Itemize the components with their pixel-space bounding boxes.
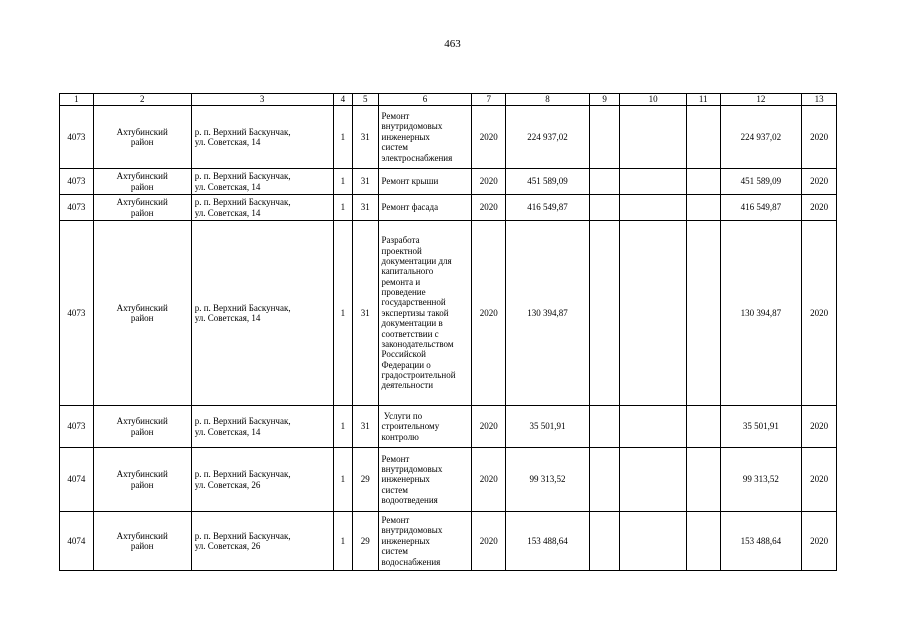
text-line: Ремонт фасада [381, 202, 439, 213]
text-line: инженерных [381, 474, 430, 485]
total-cost-cell: 99 313,52 [506, 448, 590, 512]
completion-year-cell: 2020 [802, 221, 837, 406]
work-type-cell-text [382, 411, 469, 442]
col5-cell: 31 [353, 169, 379, 195]
text-line: контролю [381, 431, 419, 442]
text-line: экспертизы такой [381, 307, 449, 318]
text-line: р. п. Верхний Баскунчак, [194, 469, 291, 480]
text-line: район [130, 541, 154, 551]
col5-cell: 31 [353, 106, 379, 169]
col5-cell: 31 [353, 221, 379, 406]
object-id-cell: 4073 [60, 221, 94, 406]
text-line: Ахтубинский [116, 469, 168, 480]
completion-year-cell: 2020 [802, 448, 837, 512]
text-line: систем [381, 546, 408, 557]
text-line: систем [381, 484, 408, 495]
col11-cell [686, 169, 720, 195]
district-cell [93, 512, 191, 571]
text-line: район [130, 207, 154, 218]
text-line: инженерных [381, 131, 430, 142]
column-number-1: 1 [60, 94, 94, 106]
col4-cell: 1 [333, 169, 352, 195]
column-number-10: 10 [620, 94, 686, 106]
address-cell-text [195, 127, 330, 148]
address-cell-text [195, 197, 330, 218]
text-line: водоотведения [381, 495, 438, 506]
object-id-cell: 4073 [60, 406, 94, 448]
text-line: Ахтубинский [116, 416, 168, 427]
work-type-cell-text [382, 176, 469, 186]
text-line: капитального [381, 266, 434, 277]
address-cell [191, 406, 333, 448]
district-cell-text [117, 197, 168, 218]
text-line: Российской [381, 349, 426, 360]
district-cell-text [117, 127, 168, 148]
text-line: внутридомовых [381, 525, 443, 536]
total-cost-cell: 130 394,87 [506, 221, 590, 406]
object-id-cell: 4073 [60, 169, 94, 195]
text-line: Ахтубинский [116, 530, 168, 541]
capital-repair-table [59, 93, 837, 571]
text-line: систем [381, 142, 408, 153]
year-cell: 2020 [472, 512, 506, 571]
fund-cost-cell: 35 501,91 [720, 406, 802, 448]
object-id-cell: 4073 [60, 195, 94, 221]
col9-cell [589, 221, 620, 406]
table-row [60, 512, 837, 571]
address-cell [191, 221, 333, 406]
completion-year-cell: 2020 [802, 512, 837, 571]
table-row [60, 195, 837, 221]
column-number-7: 7 [472, 94, 506, 106]
col10-cell [620, 169, 686, 195]
work-type-cell-text [382, 202, 469, 212]
col11-cell [686, 221, 720, 406]
col4-cell: 1 [333, 106, 352, 169]
text-line: Ахтубинский [116, 171, 168, 182]
col9-cell [589, 448, 620, 512]
address-cell-text [195, 531, 330, 552]
text-line: Ремонт [381, 453, 410, 464]
text-line: ул. Советская, 14 [194, 426, 261, 437]
text-line: р. п. Верхний Баскунчак, [194, 302, 291, 313]
table-row [60, 169, 837, 195]
completion-year-cell: 2020 [802, 406, 837, 448]
text-line: Услуги по [381, 410, 423, 421]
col4-cell: 1 [333, 221, 352, 406]
fund-cost-cell: 451 589,09 [720, 169, 802, 195]
text-line: Ремонт крыши [381, 176, 439, 187]
text-line: р. п. Верхний Баскунчак, [194, 197, 291, 208]
completion-year-cell: 2020 [802, 106, 837, 169]
table-row [60, 221, 837, 406]
text-line: Ремонт [381, 515, 410, 526]
text-line: внутридомовых [381, 463, 443, 474]
year-cell: 2020 [472, 406, 506, 448]
text-line: инженерных [381, 535, 430, 546]
column-number-3: 3 [191, 94, 333, 106]
col11-cell [686, 406, 720, 448]
fund-cost-cell: 130 394,87 [720, 221, 802, 406]
work-type-cell [378, 169, 472, 195]
text-line: Ахтубинский [116, 302, 168, 313]
col4-cell: 1 [333, 448, 352, 512]
text-line: район [130, 181, 154, 192]
table-body [60, 106, 837, 571]
text-line: ул. Советская, 14 [194, 313, 261, 323]
district-cell [93, 169, 191, 195]
total-cost-cell: 416 549,87 [506, 195, 590, 221]
address-cell [191, 106, 333, 169]
col10-cell [620, 406, 686, 448]
district-cell [93, 221, 191, 406]
year-cell: 2020 [472, 221, 506, 406]
district-cell [93, 448, 191, 512]
work-type-cell [378, 106, 472, 169]
address-cell [191, 448, 333, 512]
work-type-cell-text [382, 111, 469, 163]
district-cell [93, 406, 191, 448]
table-header [60, 94, 837, 106]
fund-cost-cell: 99 313,52 [720, 448, 802, 512]
fund-cost-cell: 416 549,87 [720, 195, 802, 221]
work-type-cell-text [382, 515, 469, 567]
col5-cell: 31 [353, 406, 379, 448]
col4-cell: 1 [333, 406, 352, 448]
column-number-8: 8 [506, 94, 590, 106]
work-type-cell [378, 448, 472, 512]
district-cell-text [117, 469, 168, 490]
text-line: Ремонт [381, 111, 410, 122]
table-row [60, 448, 837, 512]
district-cell [93, 106, 191, 169]
text-line: район [130, 479, 154, 490]
address-cell-text [195, 303, 330, 324]
text-line: строительному [381, 421, 440, 432]
year-cell: 2020 [472, 195, 506, 221]
text-line: ул. Советская, 14 [194, 207, 261, 218]
district-cell-text [117, 531, 168, 552]
text-line: р. п. Верхний Баскунчак, [194, 530, 291, 541]
completion-year-cell: 2020 [802, 169, 837, 195]
text-line: Разработа [381, 235, 420, 246]
total-cost-cell: 451 589,09 [506, 169, 590, 195]
total-cost-cell: 153 488,64 [506, 512, 590, 571]
text-line: Федерации о [381, 359, 431, 370]
district-cell-text [117, 171, 168, 192]
col5-cell: 29 [353, 448, 379, 512]
text-line: ул. Советская, 26 [194, 541, 261, 551]
district-cell-text [117, 416, 168, 437]
work-type-cell [378, 195, 472, 221]
address-cell [191, 512, 333, 571]
fund-cost-cell: 224 937,02 [720, 106, 802, 169]
col10-cell [620, 448, 686, 512]
text-line: документации для [381, 256, 452, 267]
col9-cell [589, 512, 620, 571]
year-cell: 2020 [472, 169, 506, 195]
text-line: р. п. Верхний Баскунчак, [194, 126, 291, 137]
col10-cell [620, 512, 686, 571]
column-number-2: 2 [93, 94, 191, 106]
address-cell-text [195, 416, 330, 437]
column-number-12: 12 [720, 94, 802, 106]
page-number: 463 [444, 38, 461, 50]
text-line: законодательством [381, 338, 454, 349]
text-line: ул. Советская, 14 [194, 181, 261, 192]
text-line: ул. Советская, 14 [194, 137, 261, 147]
text-line: проведение [381, 287, 426, 298]
col5-cell: 29 [353, 512, 379, 571]
col4-cell: 1 [333, 195, 352, 221]
col11-cell [686, 195, 720, 221]
year-cell: 2020 [472, 448, 506, 512]
work-type-cell [378, 512, 472, 571]
col4-cell: 1 [333, 512, 352, 571]
text-line: государственной [381, 297, 446, 308]
col10-cell [620, 106, 686, 169]
column-number-row [60, 94, 837, 106]
text-line: ремонта и [381, 276, 421, 287]
year-cell: 2020 [472, 106, 506, 169]
text-line: внутридомовых [381, 121, 443, 132]
col11-cell [686, 448, 720, 512]
col10-cell [620, 221, 686, 406]
text-line: ул. Советская, 26 [194, 479, 261, 490]
text-line: Ахтубинский [116, 197, 168, 208]
text-line: Ахтубинский [116, 126, 168, 137]
text-line: район [130, 313, 154, 323]
col5-cell: 31 [353, 195, 379, 221]
col9-cell [589, 169, 620, 195]
text-line: соответствии с [381, 328, 439, 339]
column-number-9: 9 [589, 94, 620, 106]
object-id-cell: 4074 [60, 448, 94, 512]
text-line: деятельности [381, 380, 434, 391]
district-cell-text [117, 303, 168, 324]
col11-cell [686, 512, 720, 571]
address-cell [191, 195, 333, 221]
table-row [60, 406, 837, 448]
object-id-cell: 4073 [60, 106, 94, 169]
completion-year-cell: 2020 [802, 195, 837, 221]
work-type-cell [378, 406, 472, 448]
table-row [60, 106, 837, 169]
district-cell [93, 195, 191, 221]
col11-cell [686, 106, 720, 169]
total-cost-cell: 224 937,02 [506, 106, 590, 169]
address-cell [191, 169, 333, 195]
text-line: проектной [381, 245, 422, 256]
fund-cost-cell: 153 488,64 [720, 512, 802, 571]
text-line: документации в [381, 318, 443, 329]
work-type-cell-text [382, 235, 469, 390]
work-type-cell-text [382, 454, 469, 506]
text-line: р. п. Верхний Баскунчак, [194, 416, 291, 427]
text-line: район [130, 137, 154, 147]
text-line: р. п. Верхний Баскунчак, [194, 171, 291, 182]
total-cost-cell: 35 501,91 [506, 406, 590, 448]
col9-cell [589, 106, 620, 169]
object-id-cell: 4074 [60, 512, 94, 571]
address-cell-text [195, 469, 330, 490]
text-line: район [130, 426, 154, 437]
col9-cell [589, 406, 620, 448]
column-number-4: 4 [333, 94, 352, 106]
column-number-13: 13 [802, 94, 837, 106]
text-line: водоснабжения [381, 556, 441, 567]
col10-cell [620, 195, 686, 221]
address-cell-text [195, 171, 330, 192]
col9-cell [589, 195, 620, 221]
column-number-6: 6 [378, 94, 472, 106]
text-line: градостроительной [381, 369, 456, 380]
column-number-5: 5 [353, 94, 379, 106]
column-number-11: 11 [686, 94, 720, 106]
text-line: электроснабжения [381, 152, 453, 163]
work-type-cell [378, 221, 472, 406]
